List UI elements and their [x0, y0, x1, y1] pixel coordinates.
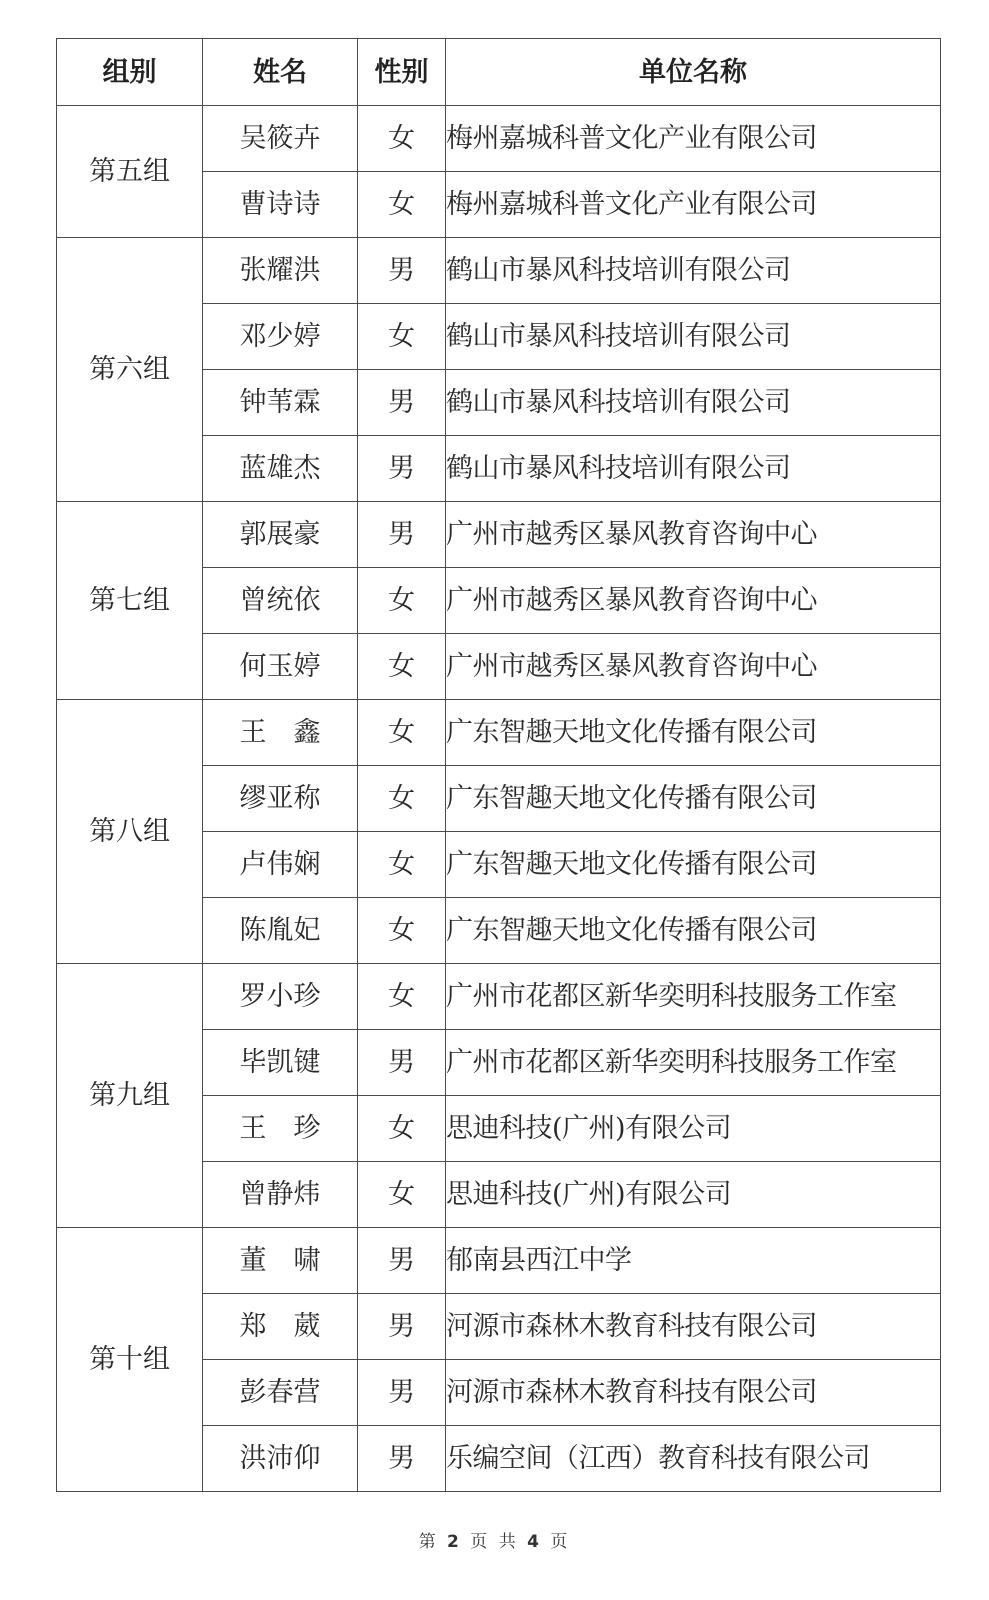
member-org: 梅州嘉城科普文化产业有限公司 — [446, 172, 941, 238]
member-org: 郁南县西江中学 — [446, 1228, 941, 1294]
member-name: 王 鑫 — [203, 700, 358, 766]
member-name: 郭展豪 — [203, 502, 358, 568]
member-org: 鹤山市暴风科技培训有限公司 — [446, 370, 941, 436]
member-org: 广东智趣天地文化传播有限公司 — [446, 832, 941, 898]
member-name: 陈胤妃 — [203, 898, 358, 964]
group-label: 第七组 — [57, 502, 203, 700]
table-row — [57, 964, 941, 1030]
member-sex: 男 — [358, 1426, 446, 1492]
group-label: 第五组 — [57, 106, 203, 238]
member-name: 彭春营 — [203, 1360, 358, 1426]
group-label: 第九组 — [57, 964, 203, 1228]
footer-suffix: 页 — [550, 1532, 571, 1552]
member-org: 河源市森林木教育科技有限公司 — [446, 1360, 941, 1426]
table-row — [57, 106, 941, 172]
table-body — [57, 106, 941, 1492]
page-footer — [0, 1527, 989, 1552]
member-org: 广州市越秀区暴风教育咨询中心 — [446, 568, 941, 634]
member-org: 鹤山市暴风科技培训有限公司 — [446, 238, 941, 304]
member-name: 董 啸 — [203, 1228, 358, 1294]
member-org: 河源市森林木教育科技有限公司 — [446, 1294, 941, 1360]
member-sex: 男 — [358, 238, 446, 304]
member-sex: 男 — [358, 436, 446, 502]
member-name: 曹诗诗 — [203, 172, 358, 238]
table-header — [57, 39, 941, 106]
member-sex: 女 — [358, 304, 446, 370]
group-label: 第八组 — [57, 700, 203, 964]
footer-total-pages: 4 — [527, 1532, 542, 1552]
member-org: 广东智趣天地文化传播有限公司 — [446, 700, 941, 766]
member-name: 曾统依 — [203, 568, 358, 634]
member-org: 鹤山市暴风科技培训有限公司 — [446, 304, 941, 370]
member-sex: 男 — [358, 1228, 446, 1294]
member-org: 乐编空间（江西）教育科技有限公司 — [446, 1426, 941, 1492]
member-sex: 女 — [358, 634, 446, 700]
member-name: 钟苇霖 — [203, 370, 358, 436]
member-name: 缪亚称 — [203, 766, 358, 832]
member-sex: 男 — [358, 502, 446, 568]
group-label: 第六组 — [57, 238, 203, 502]
member-name: 洪沛仰 — [203, 1426, 358, 1492]
member-sex: 女 — [358, 898, 446, 964]
member-sex: 男 — [358, 1294, 446, 1360]
member-name: 蓝雄杰 — [203, 436, 358, 502]
member-org: 思迪科技(广州)有限公司 — [446, 1162, 941, 1228]
member-name: 邓少婷 — [203, 304, 358, 370]
header-org: 单位名称 — [446, 39, 941, 106]
member-name: 王 珍 — [203, 1096, 358, 1162]
member-sex: 男 — [358, 1360, 446, 1426]
header-group: 组别 — [57, 39, 203, 106]
footer-prefix: 第 — [418, 1532, 439, 1552]
member-name: 罗小珍 — [203, 964, 358, 1030]
member-sex: 女 — [358, 766, 446, 832]
member-org: 广州市越秀区暴风教育咨询中心 — [446, 634, 941, 700]
member-sex: 女 — [358, 106, 446, 172]
member-name: 毕凯键 — [203, 1030, 358, 1096]
member-name: 郑 葳 — [203, 1294, 358, 1360]
table-row — [57, 238, 941, 304]
member-name: 张耀洪 — [203, 238, 358, 304]
member-name: 何玉婷 — [203, 634, 358, 700]
table-row — [57, 700, 941, 766]
member-org: 广州市花都区新华奕明科技服务工作室 — [446, 964, 941, 1030]
roster-table — [56, 38, 941, 1492]
member-org: 广州市越秀区暴风教育咨询中心 — [446, 502, 941, 568]
table-row — [57, 502, 941, 568]
member-sex: 男 — [358, 370, 446, 436]
group-label: 第十组 — [57, 1228, 203, 1492]
header-sex: 性别 — [358, 39, 446, 106]
member-sex: 男 — [358, 1030, 446, 1096]
header-row — [57, 39, 941, 106]
member-sex: 女 — [358, 832, 446, 898]
member-sex: 女 — [358, 1096, 446, 1162]
member-org: 鹤山市暴风科技培训有限公司 — [446, 436, 941, 502]
member-org: 广东智趣天地文化传播有限公司 — [446, 898, 941, 964]
member-org: 广东智趣天地文化传播有限公司 — [446, 766, 941, 832]
member-sex: 女 — [358, 568, 446, 634]
member-sex: 女 — [358, 700, 446, 766]
member-name: 曾静炜 — [203, 1162, 358, 1228]
table-row — [57, 1228, 941, 1294]
footer-current-page: 2 — [447, 1532, 462, 1552]
header-name: 姓名 — [203, 39, 358, 106]
member-sex: 女 — [358, 172, 446, 238]
member-sex: 女 — [358, 964, 446, 1030]
member-org: 梅州嘉城科普文化产业有限公司 — [446, 106, 941, 172]
member-org: 思迪科技(广州)有限公司 — [446, 1096, 941, 1162]
member-name: 吴筱卉 — [203, 106, 358, 172]
member-org: 广州市花都区新华奕明科技服务工作室 — [446, 1030, 941, 1096]
member-name: 卢伟娴 — [203, 832, 358, 898]
footer-middle: 页 共 — [470, 1532, 519, 1552]
member-sex: 女 — [358, 1162, 446, 1228]
